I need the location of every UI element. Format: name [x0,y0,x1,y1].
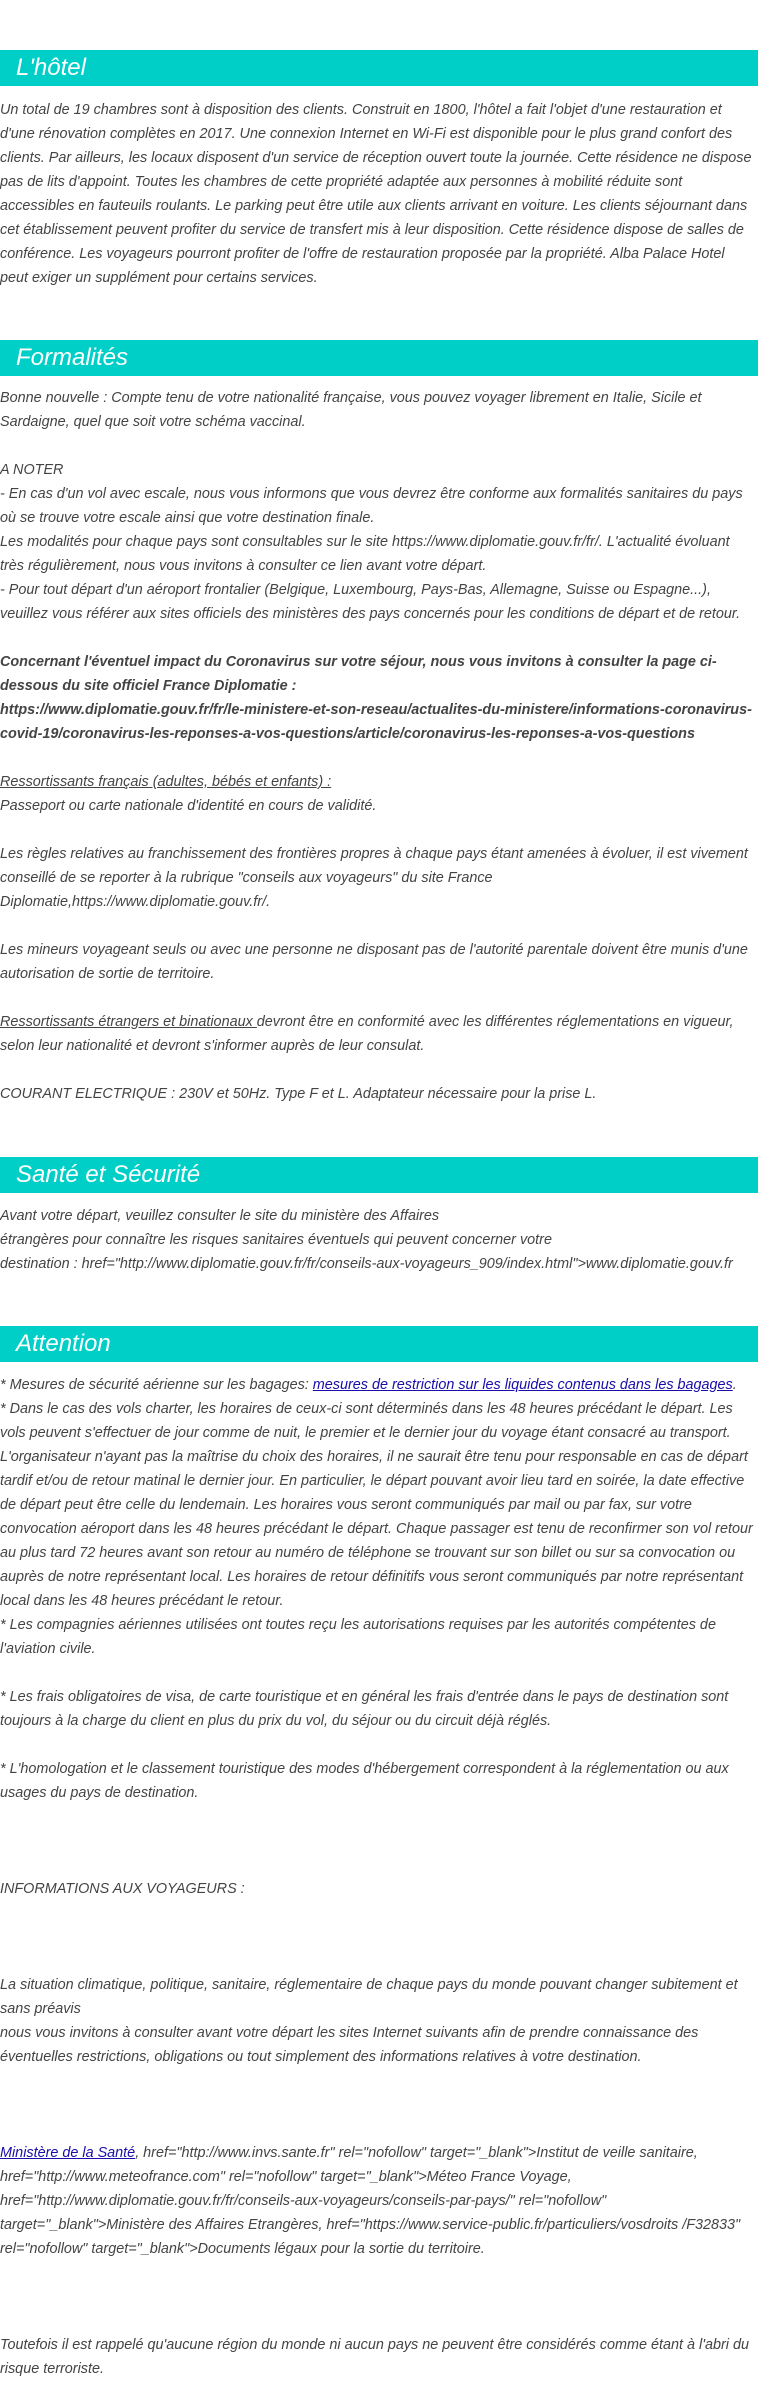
french-nationals-text: Passeport ou carte nationale d'identité en cours de validité. [0,798,377,814]
french-nationals-heading-text: Ressortissants français (adultes, bébés et enfants) : [0,774,332,790]
covid-url-text: https://www.diplomatie.gouv.fr/fr/le-ministere-et-son-reseau/actualites-du-ministere/informations-coronavirus-covid-19/coronavirus-les-reponses-a-vos-questions/article/coronavirus-les-reponses-a-vos-questions [0,702,752,742]
covid-notice-text: Concernant l'éventuel impact du Coronavirus sur votre séjour, nous vous invitons à consulter la page ci-dessous du site officiel France Diplomatie : [0,654,717,694]
note-aeroport-frontalier: - Pour tout départ d'un aéroport frontalier (Belgique, Luxembourg, Pays-Bas, Allemagne, Suisse ou Espagne...), veuillez vous référer aux sites officiels des ministères des pays concernés pour les conditions de départ et de retour. [0,582,741,622]
minors-notice: Les mineurs voyageant seuls ou avec une personne ne disposant pas de l'autorité parentale doivent être munis d'une autorisation de sortie de territoire. [0,942,748,982]
ministry-health-link[interactable]: Ministère de la Santé [0,2145,136,2161]
traveler-info-title: INFORMATIONS AUX VOYAGEURS : [0,1881,245,1897]
airlines-authorization: * Les compagnies aériennes utilisées ont toutes reçu les autorisations requises par les autorités compétentes de l'aviation civile. [0,1617,716,1657]
section-title-formalites: Formalités [0,340,758,376]
a-noter-label: A NOTER [0,462,64,478]
borders-advice: Les règles relatives au franchissement des frontières propres à chaque pays étant amenées à évoluer, il est vivement conseillé de se reporter à la rubrique "conseils aux voyageurs" du site France Diplomatie,https://www.diplomatie.gouv.fr/. [0,846,748,910]
security-suffix: . [732,1377,737,1393]
security-prefix: * Mesures de sécurité aérienne sur les bagages: [0,1377,313,1393]
liquids-restriction-link[interactable]: mesures de restriction sur les liquides contenus dans les bagages [312,1377,733,1393]
security-measures [0,1373,756,1397]
formalites-intro: Bonne nouvelle : Compte tenu de votre nationalité française, vous pouvez voyager librement en Italie, Sicile et Sardaigne, quel que soit votre schéma vaccinal. [0,390,702,430]
section-title-hotel: L'hôtel [0,50,758,86]
sante-line-2: étrangères pour connaître les risques sanitaires éventuels qui peuvent concerner votre [0,1232,552,1248]
foreign-nationals-heading: Ressortissants étrangers et binationaux [0,1014,257,1030]
climate-advice: nous vous invitons à consulter avant votre départ les sites Internet suivants afin de prendre connaissance des éventuelles restrictions, obligations ou tout simplement des informations relatives à votre destination. [0,2025,699,2065]
useful-links [0,2141,756,2261]
covid-url [0,698,756,746]
terrorism-notice: Toutefois il est rappelé qu'aucune région du monde ni aucun pays ne peuvent être considérés comme étant à l'abri du risque terroriste. [0,2337,749,2377]
charter-flights: * Dans le cas des vols charter, les horaires de ceux-ci sont déterminés dans les 48 heures précédant le départ. Les vols peuvent s'effectuer de jour comme de nuit, le premier et le dernier jour du voyage étant consacré au transport. L'organisateur n'ayant pas la maîtrise du choix des horaires, il ne saurait être tenu pour responsable en cas de départ tardif et/ou de retour matinal le dernier jour. En particulier, le départ pouvant avoir lieu tard en soirée, la date effective de départ peut être celle du lendemain. Les horaires vous seront communiqués par mail ou par fax, sur votre convocation aéroport dans les 48 heures précédant le départ. Chaque passager est tenu de reconfirmer son vol retour au plus tard 72 heures avant son retour au numéro de téléphone se trouvant sur son billet ou sur sa convocation ou auprès de notre représentant local. Les horaires de retour définitifs vous seront communiqués par notre représentant local dans les 48 heures précédant le retour. [0,1401,753,1609]
note-modalites: Les modalités pour chaque pays sont consultables sur le site https://www.diplomatie.gouv.fr/fr/. L'actualité évoluant très régulièrement, nous vous invitons à consulter ce lien avant votre départ. [0,534,730,574]
attention-section [0,1373,756,2381]
sante-section [0,1204,756,1276]
french-nationals-heading [0,770,756,794]
hotel-description: Un total de 19 chambres sont à disposition des clients. Construit en 1800, l'hôtel a fait l'objet d'une restauration et d'une rénovation complètes en 2017. Une connexion Internet en Wi-Fi est disponible pour le plus grand confort des clients. Par ailleurs, les locaux disposent d'un service de réception ouvert toute la journée. Cette résidence ne dispose pas de lits d'appoint. Toutes les chambres de cette propriété adaptée aux personnes à mobilité réduite sont accessibles en fauteuils roulants. Le parking peut être utile aux clients arrivant en voiture. Les clients séjournant dans cet établissement peuvent profiter du service de transfert mis à leur disposition. Cette résidence dispose de salles de conférence. Les voyageurs pourront profiter de l'offre de restauration proposée par la propriété. Alba Palace Hotel peut exiger un supplément pour certains services. [0,102,752,286]
homologation: * L'homologation et le classement touristique des modes d'hébergement correspondent à la réglementation ou aux usages du pays de destination. [0,1761,729,1801]
note-escale: - En cas d'un vol avec escale, nous vous informons que vous devrez être conforme aux formalités sanitaires du pays où se trouve votre escale ainsi que votre destination finale. [0,486,743,526]
section-title-attention: Attention [0,1326,758,1362]
section-title-sante: Santé et Sécurité [0,1157,758,1193]
covid-notice [0,650,756,698]
sante-line-1: Avant votre départ, veuillez consulter le site du ministère des Affaires [0,1208,440,1224]
electric-info: COURANT ELECTRIQUE : 230V et 50Hz. Type F et L. Adaptateur nécessaire pour la prise L. [0,1086,597,1102]
climate-warning: La situation climatique, politique, sanitaire, réglementaire de chaque pays du monde pouvant changer subitement et sans préavis [0,1977,738,2017]
useful-links-text: , href="http://www.invs.sante.fr" rel="nofollow" target="_blank">Institut de veille sanitaire, href="http://www.meteofrance.com" rel="nofollow" target="_blank">Méteo France Voyage, href="http://www.diplomatie.gouv.fr/fr/conseils-aux-voyageurs/conseils-par-pays/" rel="nofollow" target="_blank">Ministère des Affaires Etrangères, href="https://www.service-public.fr/particuliers/vosdroits /F32833" rel="nofollow" target="_blank">Documents légaux pour la sortie du territoire. [0,2145,741,2257]
formalites-section [0,386,756,1106]
mandatory-fees: * Les frais obligatoires de visa, de carte touristique et en général les frais d'entrée dans le pays de destination sont toujours à la charge du client en plus du prix du vol, du séjour ou du circuit déjà réglés. [0,1689,729,1729]
hotel-section [0,98,756,290]
sante-line-3: destination : href="http://www.diplomatie.gouv.fr/fr/conseils-aux-voyageurs_909/index.html">www.diplomatie.gouv.fr [0,1256,733,1272]
foreign-nationals-text: devront être en conformité avec les différentes réglementations en vigueur, selon leur nationalité et devront s'informer auprès de leur consulat. [0,1014,734,1054]
foreign-nationals [0,1010,756,1058]
